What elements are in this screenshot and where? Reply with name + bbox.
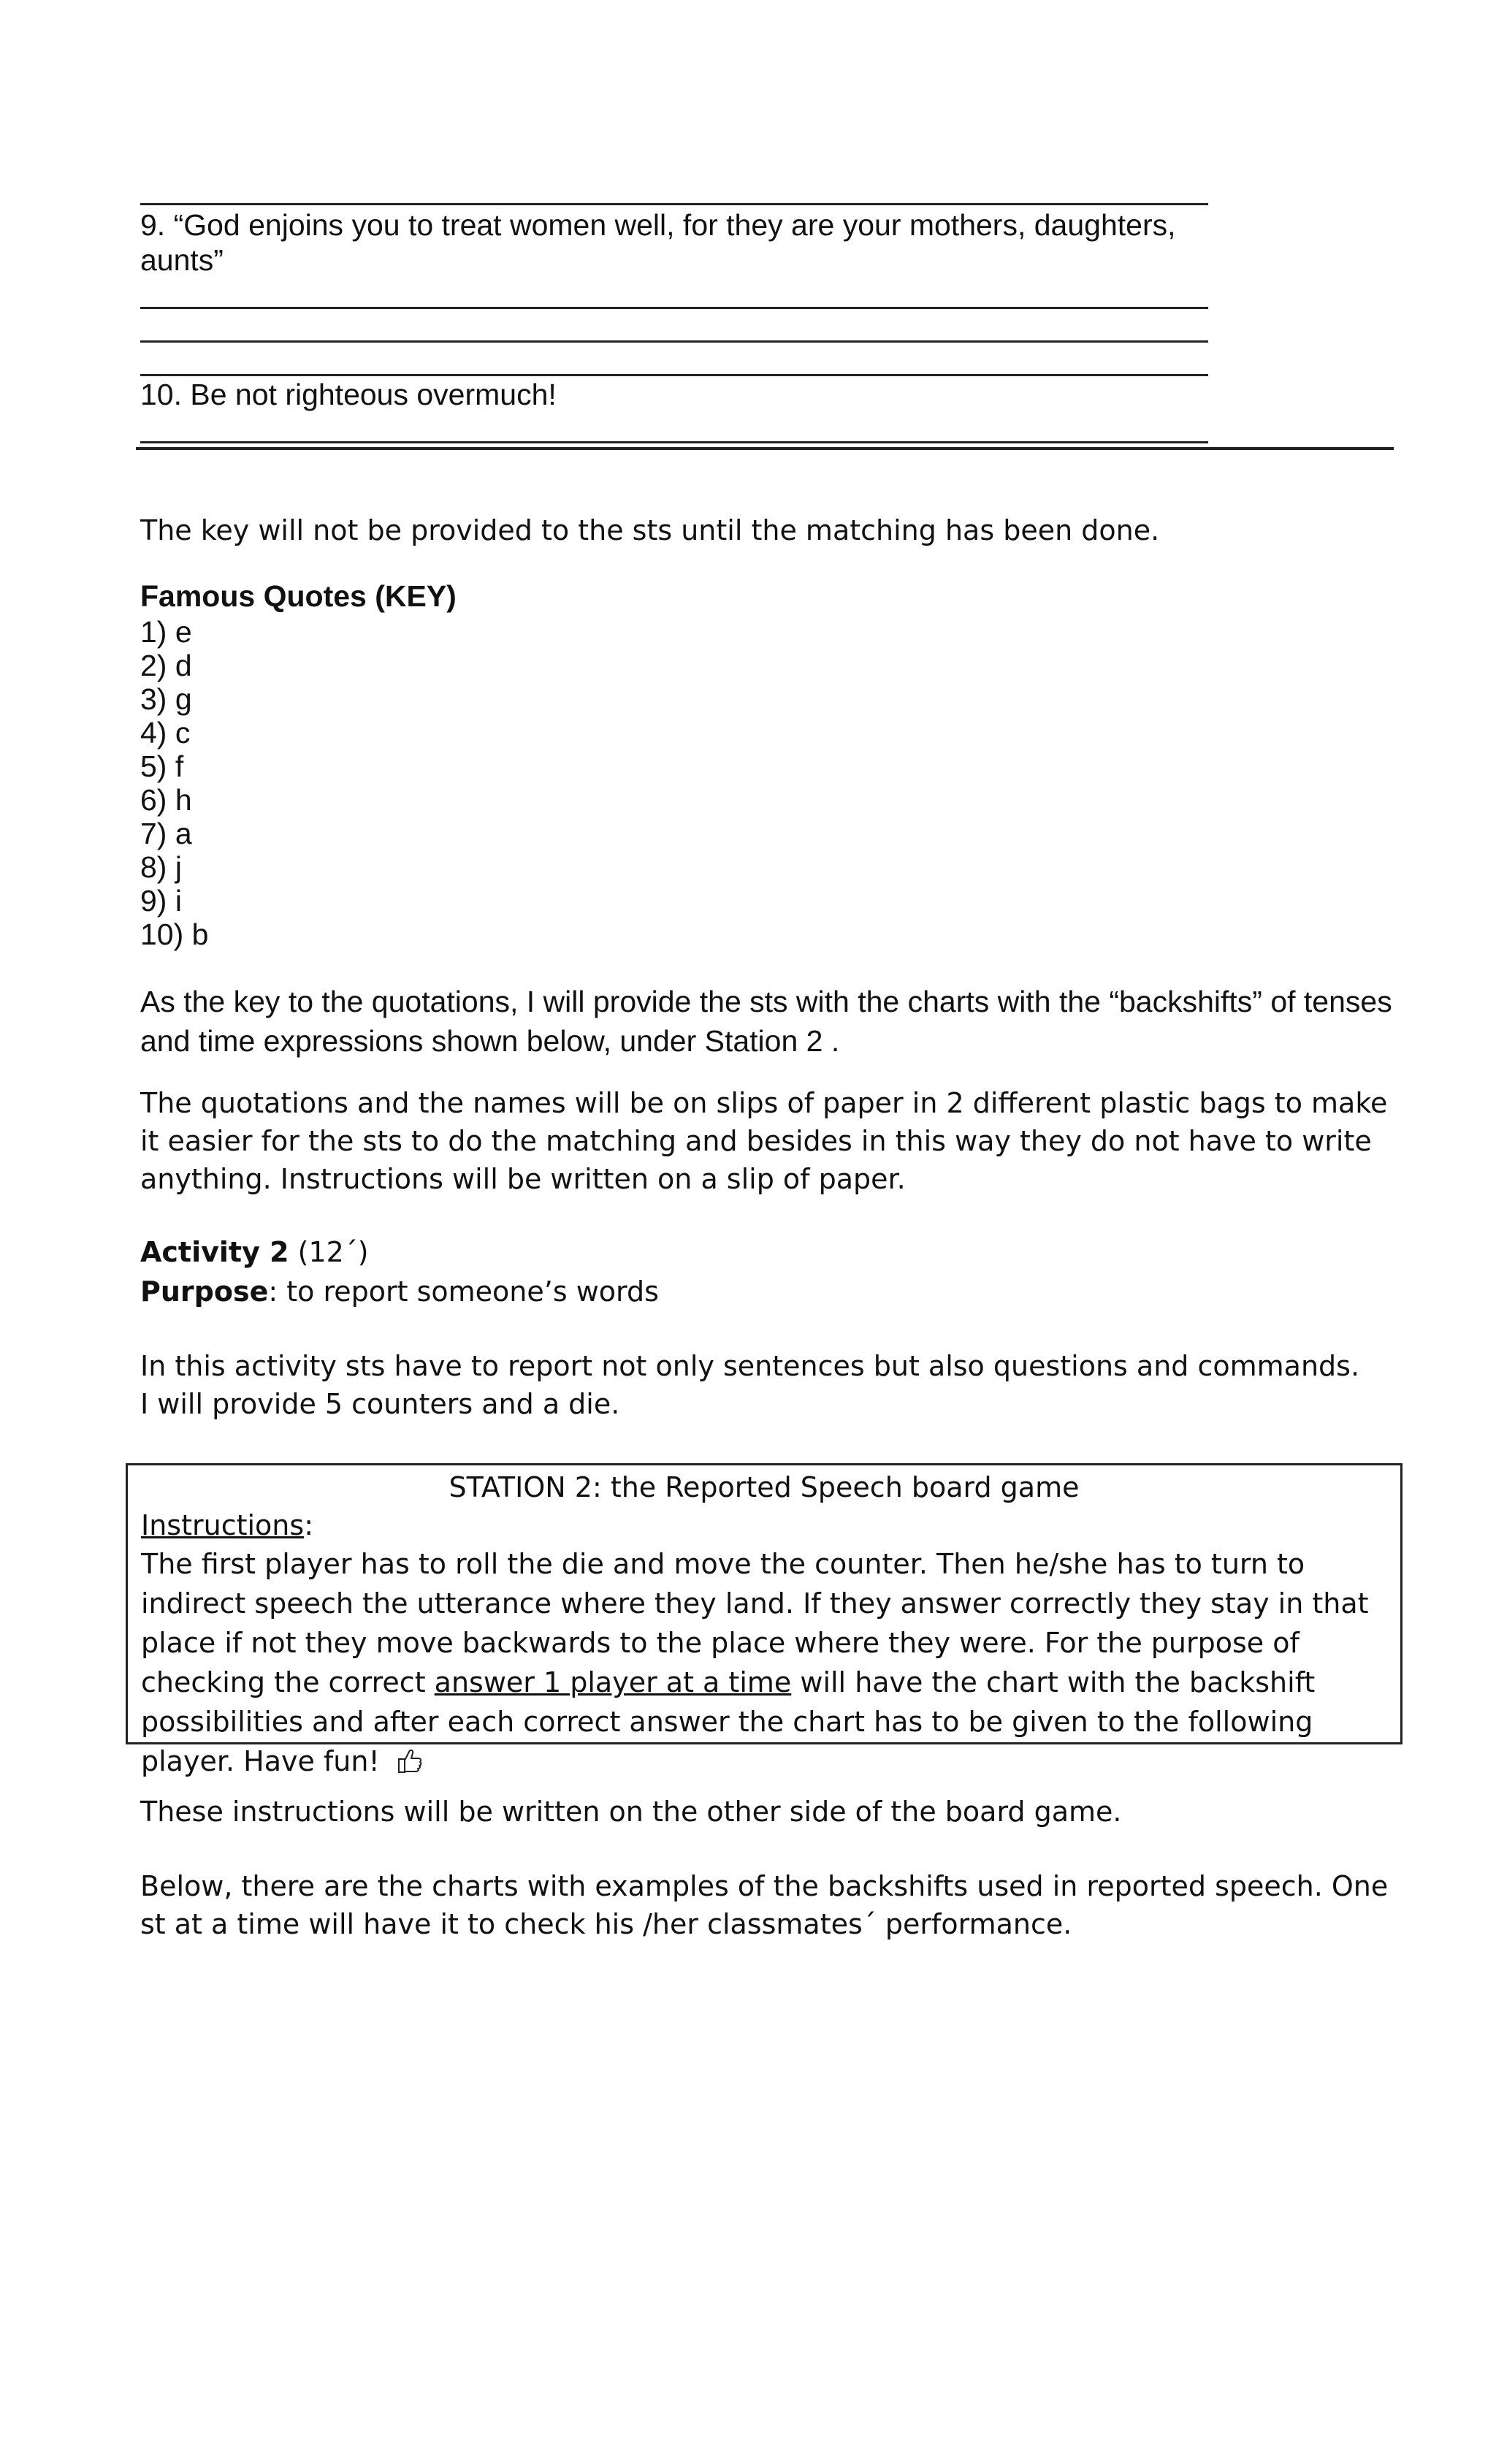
quote-9: 9. “God enjoins you to treat women well, for they are your mothers, daughters, aunts”: [140, 208, 1176, 277]
activity-title: Activity 2: [140, 1236, 289, 1268]
key-note: The key will not be provided to the sts until the matching has been done.: [140, 514, 1160, 546]
instructions-body: [128, 1544, 1400, 1785]
quote-10: 10. Be not righteous overmuch!: [140, 378, 557, 411]
instructions-underlined: answer 1 player at a time: [434, 1666, 792, 1698]
key-item: 1) e: [140, 615, 192, 649]
thumbs-up-icon: [394, 1746, 424, 1785]
key-item: 4) c: [140, 716, 191, 750]
instructions-text: The first player has to roll the die and move the counter. Then he/she has to turn to indirect speech the utterance where they land. If they answer correctly they stay in that place if not they move backwards to the place where they were. For the purpose of checking the correct: [141, 1548, 1369, 1698]
activity-duration: (12´): [297, 1236, 369, 1268]
instructions-heading: [128, 1506, 1400, 1544]
purpose-label: Purpose: [140, 1275, 269, 1308]
key-item: 7) a: [140, 817, 192, 850]
para-charts-below: Below, there are the charts with examples of the backshifts used in reported speech. One st at a time will have it to check his /her classmates´ performance.: [140, 1870, 1389, 1940]
purpose-text: : to report someone’s words: [268, 1275, 659, 1308]
activity-line-1: In this activity sts have to report not only sentences but also questions and commands.: [140, 1350, 1360, 1382]
key-item: 5) f: [140, 750, 184, 783]
para-slips: The quotations and the names will be on slips of paper in 2 different plastic bags to make it easier for the sts to do the matching and besides in this way they do not have to write anything. Instructions will be written on a slip of paper.: [140, 1087, 1388, 1195]
instructions-label: Instructions: [141, 1509, 305, 1541]
key-item: 9) i: [140, 884, 182, 918]
key-item: 8) j: [140, 850, 182, 884]
answer-line: [140, 441, 1208, 443]
key-item: 3) g: [140, 682, 192, 716]
key-title: Famous Quotes (KEY): [140, 579, 457, 613]
key-item: 10) b: [140, 918, 209, 951]
answer-line: [140, 307, 1208, 309]
para-key-charts: As the key to the quotations, I will provide the sts with the charts with the “backshifts” of tenses and time expressions shown below, under Station 2 .: [140, 985, 1392, 1058]
station-box: [126, 1463, 1402, 1777]
key-item: 2) d: [140, 649, 192, 682]
answer-line: [140, 203, 1208, 205]
station-title: STATION 2: the Reported Speech board game: [449, 1471, 1080, 1503]
answer-line: [140, 374, 1208, 376]
section-divider: [136, 447, 1394, 450]
instructions-colon: :: [304, 1509, 313, 1541]
answer-line: [140, 340, 1208, 343]
para-other-side: These instructions will be written on the other side of the board game.: [140, 1796, 1122, 1828]
activity-purpose: [140, 1273, 659, 1311]
key-list: [140, 615, 208, 951]
key-item: 6) h: [140, 783, 192, 817]
activity-heading: [140, 1233, 369, 1271]
instructions-text-end: will have the chart with the backshift possibilities and after each correct answer the chart has to be given to the following player. Have fun!: [141, 1666, 1316, 1777]
activity-line-2: I will provide 5 counters and a die.: [140, 1388, 620, 1420]
